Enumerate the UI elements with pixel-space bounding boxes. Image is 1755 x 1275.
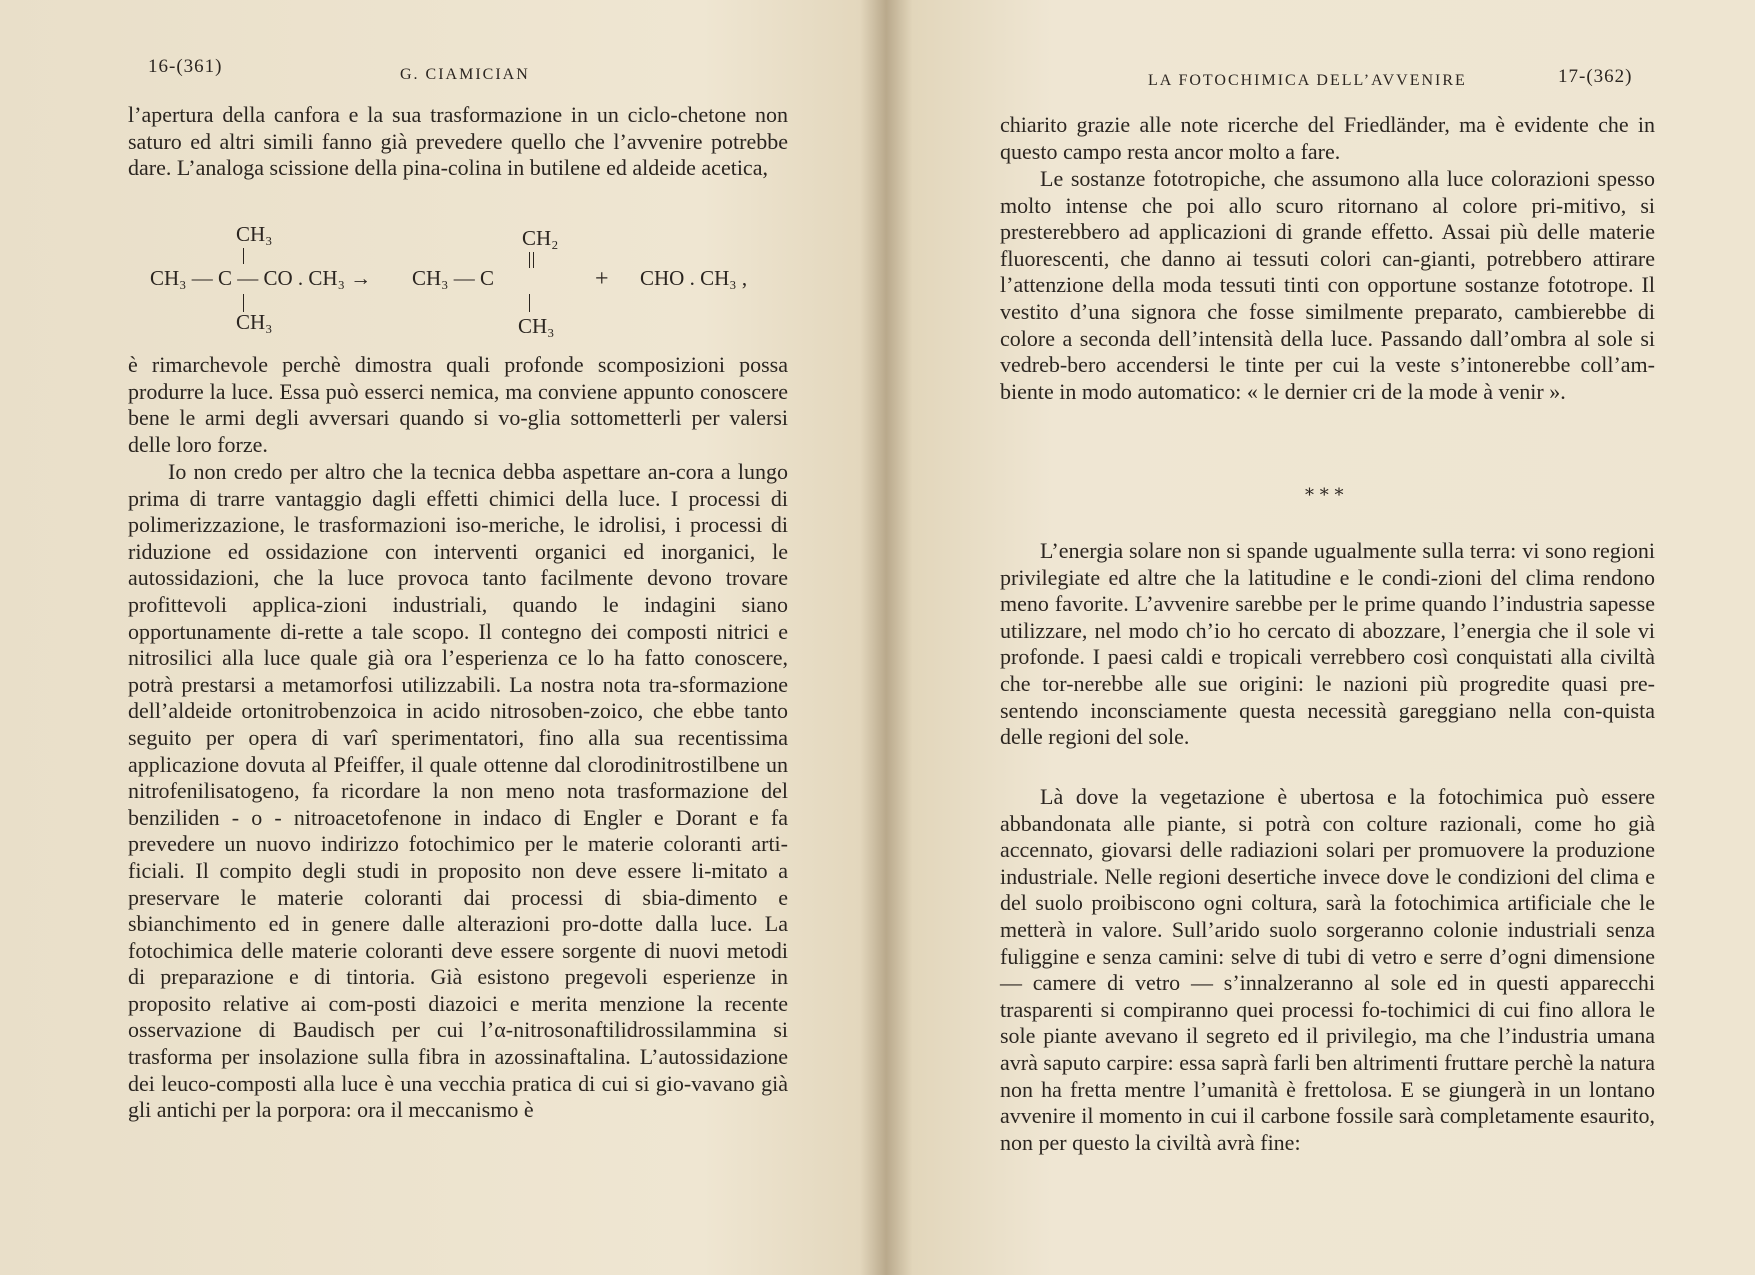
formula-main-right: CHO . CH₃ , [640,266,748,290]
right-para-4: Là dove la vegetazione è ubertosa e la fotochimica può essere abbandonata alle piante, si potrà con colture razionali, come ho già accennato, giovarsi delle radiazioni solari per promuovere la produzione industriale. Nelle regioni desertiche invece dove le condizioni del clima e del suolo proibiscono ogni coltura, sarà la fotochimica artificiale che le metterà in valore. Sull’arido suolo sorgeranno colonie industriali senza fuliggine e senza camini: selve di tubi di vetro e serre d’ogni dimensione — camere di vetro — s’innalzeranno al sole ed in questi apparecchi trasparenti si compiranno quei processi fo-tochimici di cui fino allora le sole piante avevano il segreto ed il privilegio, ma che l’industria umana avrà saputo carpire: essa saprà farli ben altrimenti fruttare perchè la natura non ha fretta mentre l’umanità è frettolosa. E se giungerà in un lontano avvenire il momento in cui il carbone fossile sarà completamente esaurito, non per questo la civiltà avrà fine: [1000,784,1655,1155]
right-page-number: 17-(362) [1558,66,1633,87]
left-para-2: è rimarchevole perchè dimostra quali profonde scomposizioni possa produrre la luce. Essa può esserci nemica, ma conviene appunto conoscere bene le armi degli avversari quando si vo-glia sottometterli per valersi delle loro forze. [128,352,788,457]
right-para-3: L’energia solare non si spande ugualmente sulla terra: vi sono regioni privilegiate ed altre che la latitudine e le condi-zioni del clima rendono meno favorite. L’avvenire sarebbe per le prime quando l’industria sapesse utilizzare, nel modo ch’io ho cercato di abozzare, l’energia che il sole vi profonde. I paesi caldi e tropicali verrebbero così conquistati alla civiltà che tor-nerebbe alle sue origini: le nazioni più progredite quasi pre-sentendo inconsciamente questa necessità gareggiano nella con-quista delle regioni del sole. [1000,538,1655,750]
formula-main-mid: CH₃ — C [412,266,495,290]
left-para-1: l’apertura della canfora e la sua trasformazione in un ciclo-chetone non saturo ed altri simili fanno già prevedere quello che l’avvenire potrebbe dare. L’analoga scissione della pina-colina in butilene ed aldeide acetica, [128,102,788,181]
right-running-title: LA FOTOCHIMICA DELL’AVVENIRE [1148,72,1467,89]
right-para-2: Le sostanze fototropiche, che assumono alla luce colorazioni spesso molto intense che poi allo scuro ritornano al colore pri-mitivo, si presterebbero ad applicazioni di grande effetto. Assai più delle materie fluorescenti, che danno ai tessuti colori can-gianti, potrebbero attirare l’attenzione della moda tessuti tinti con opportune sostanze fototrope. Il vestito d’una signora che fosse similmente preparato, cambierebbe di colore a seconda dell’intensità della luce. Passando dall’ombra al sole si vedreb-bero accendersi le tinte per cui la veste s’intonerebbe coll’am-biente in modo automatico: « le dernier cri de la mode à venir ». [1000,166,1655,404]
right-page [890,0,1755,1275]
formula-ch3-bottom-right: CH₃ [518,314,555,338]
formula-plus: + [595,266,609,292]
chemical-formula [150,222,790,347]
formula-main-left: CH₃ — C — CO . CH₃ → [150,266,372,290]
left-running-title: G. CIAMICIAN [400,66,530,83]
right-para-1: chiarito grazie alle note ricerche del Friedländer, ma è evidente che in questo campo resta ancor molto a fare. [1000,112,1655,164]
left-para-3: Io non credo per altro che la tecnica debba aspettare an-cora a lungo prima di trarre vantaggio dagli effetti chimici della luce. I processi di polimerizzazione, le trasformazioni iso-meriche, le idrolisi, i processi di riduzione ed ossidazione con interventi organici ed inorganici, le autossidazioni, che la luce provoca tanto facilmente devono trovare profittevoli applica-zioni industriali, quando le indagini siano opportunamente di-rette a tale scopo. Il contegno dei composti nitrici e nitrosilici alla luce quale già ora l’esperienza ce lo ha fatto conoscere, potrà prestarsi a metamorfosi utilizzabili. La nostra nota tra-sformazione dell’aldeide ortonitrobenzoica in acido nitrosoben-zoico, che ebbe tanto seguito per opera di varî sperimentatori, fino alla sua recentissima applicazione dovuta al Pfeiffer, il quale ottenne dal clorodinitrostilbene un nitrofenilisatogeno, fa ricordare la non meno nota trasformazione del benziliden - o - nitroacetofenone in indaco di Engler e Dorant e fa prevedere un nuovo indirizzo fotochimico per le materie coloranti arti-ficiali. Il compito degli studi in proposito non deve essere li-mitato a preservare le materie coloranti dai processi di sbia-dimento e sbianchimento ed in genere dalle alterazioni pro-dotte dalla luce. La fotochimica delle materie coloranti deve essere sorgente di nuovi metodi di preparazione e di tintoria. Già esistono pregevoli esperienze in proposito relative ai com-posti diazoici e merita menzione la recente osservazione di Baudisch per cui l’α-nitrosonaftilidrossilammina si trasforma per insolazione sulla fibra in azossinaftalina. L’autossidazione dei leuco-composti alla luce è una vecchia pratica di cui si gio-vavano già gli antichi per la porpora: ora il meccanismo è [128,459,788,1123]
left-page-number: 16-(361) [148,56,223,77]
formula-ch3-top-left: CH₃ [236,222,273,246]
section-separator: * * * [1305,485,1344,506]
formula-ch3-bottom-left: CH₃ [236,310,273,334]
formula-ch2-top-right: CH₂ [522,226,559,250]
